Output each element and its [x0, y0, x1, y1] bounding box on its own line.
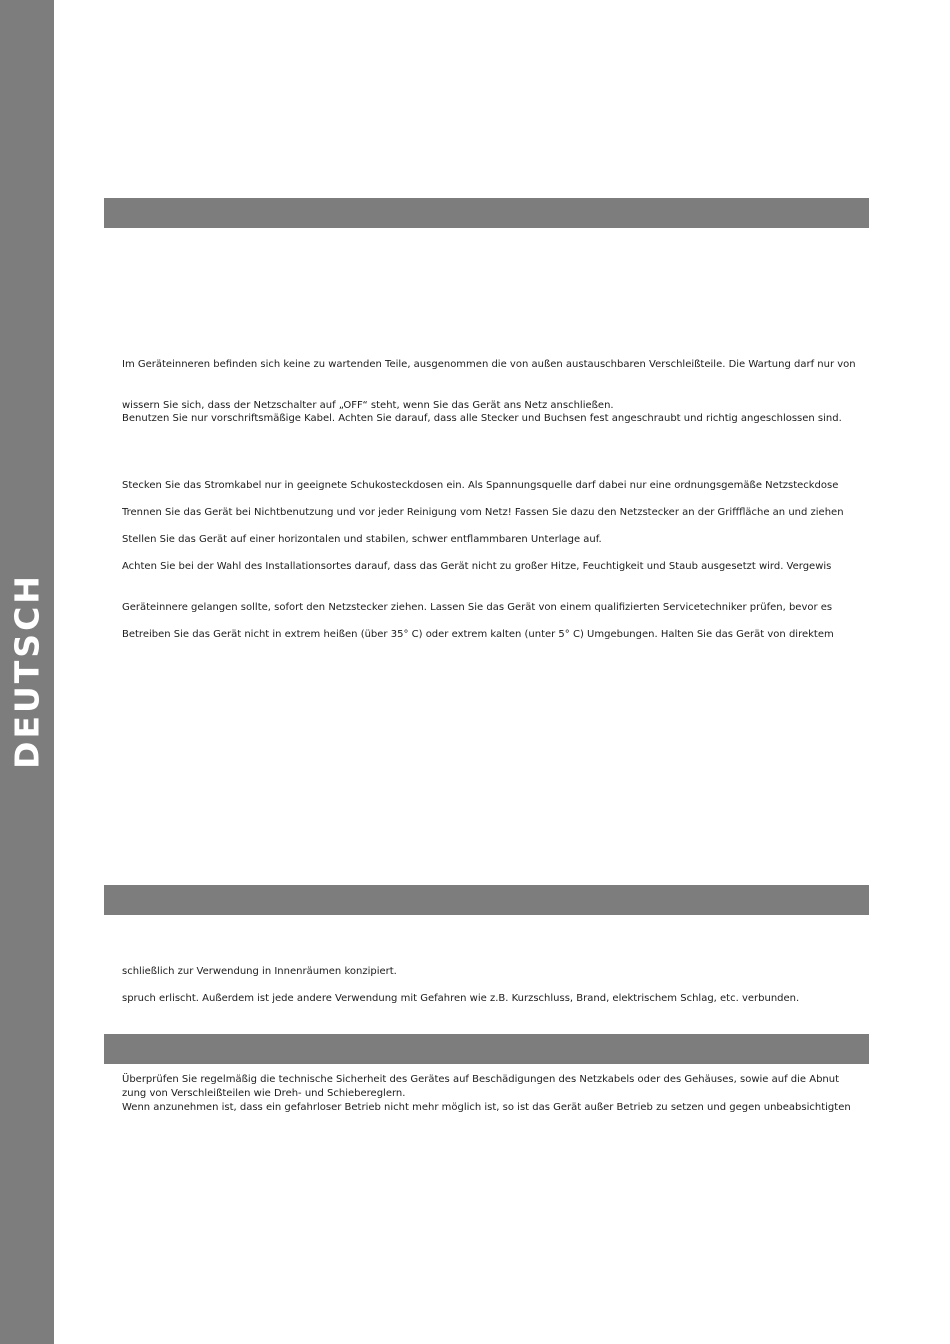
paragraph-line: Achten Sie bei der Wahl des Installationsortes darauf, dass das Gerät nicht zu großer Hitze, Feuchtigkeit und Staub ausgesetzt wird. Vergewis — [122, 561, 832, 572]
paragraph-line: Stellen Sie das Gerät auf einer horizontalen und stabilen, schwer entflammbaren Unterlage auf. — [122, 534, 602, 545]
section-header-bar-safety — [104, 198, 869, 228]
paragraph-line: Betreiben Sie das Gerät nicht in extrem heißen (über 35° C) oder extrem kalten (unter 5° C) Umgebungen. Halten Sie das Gerät von direktem — [122, 629, 834, 640]
paragraph-line: Geräteinnere gelangen sollte, sofort den Netzstecker ziehen. Lassen Sie das Gerät von einem qualifizierten Servicetechniker prüfen, bevor es — [122, 602, 833, 613]
paragraph-line: Im Geräteinneren befinden sich keine zu wartenden Teile, ausgenommen die von außen austauschbaren Verschleißteile. Die Wartung darf nur von — [122, 359, 856, 370]
paragraph-line: wissern Sie sich, dass der Netzschalter auf „OFF“ steht, wenn Sie das Gerät ans Netz anschließen. — [122, 400, 614, 411]
paragraph-line: Benutzen Sie nur vorschriftsmäßige Kabel. Achten Sie darauf, dass alle Stecker und Buchsen fest angeschraubt und richtig angeschlossen sind. — [122, 413, 842, 424]
section-header-bar-maintenance — [104, 1034, 869, 1064]
paragraph-line: schließlich zur Verwendung in Innenräumen konzipiert. — [122, 966, 397, 977]
section-header-bar-intended-use — [104, 885, 869, 915]
paragraph-line: Trennen Sie das Gerät bei Nichtbenutzung und vor jeder Reinigung vom Netz! Fassen Sie dazu den Netzstecker an der Grifffläche an und ziehen — [122, 507, 844, 518]
language-side-tab — [0, 0, 54, 1344]
paragraph-line: spruch erlischt. Außerdem ist jede andere Verwendung mit Gefahren wie z.B. Kurzschluss, Brand, elektrischem Schlag, etc. verbunden. — [122, 993, 800, 1004]
paragraph-line: Überprüfen Sie regelmäßig die technische Sicherheit des Gerätes auf Beschädigungen des Netzkabels oder des Gehäuses, sowie auf die Abnut — [122, 1074, 840, 1085]
language-label: DEUTSCH — [7, 573, 47, 769]
paragraph-line: zung von Verschleißteilen wie Dreh- und Schiebereglern. — [122, 1088, 406, 1099]
paragraph-line: Stecken Sie das Stromkabel nur in geeignete Schukosteckdosen ein. Als Spannungsquelle darf dabei nur eine ordnungsgemäße Netzsteckdose — [122, 480, 839, 491]
paragraph-line: Wenn anzunehmen ist, dass ein gefahrloser Betrieb nicht mehr möglich ist, so ist das Gerät außer Betrieb zu setzen und gegen unbeabsichtigten — [122, 1102, 851, 1113]
